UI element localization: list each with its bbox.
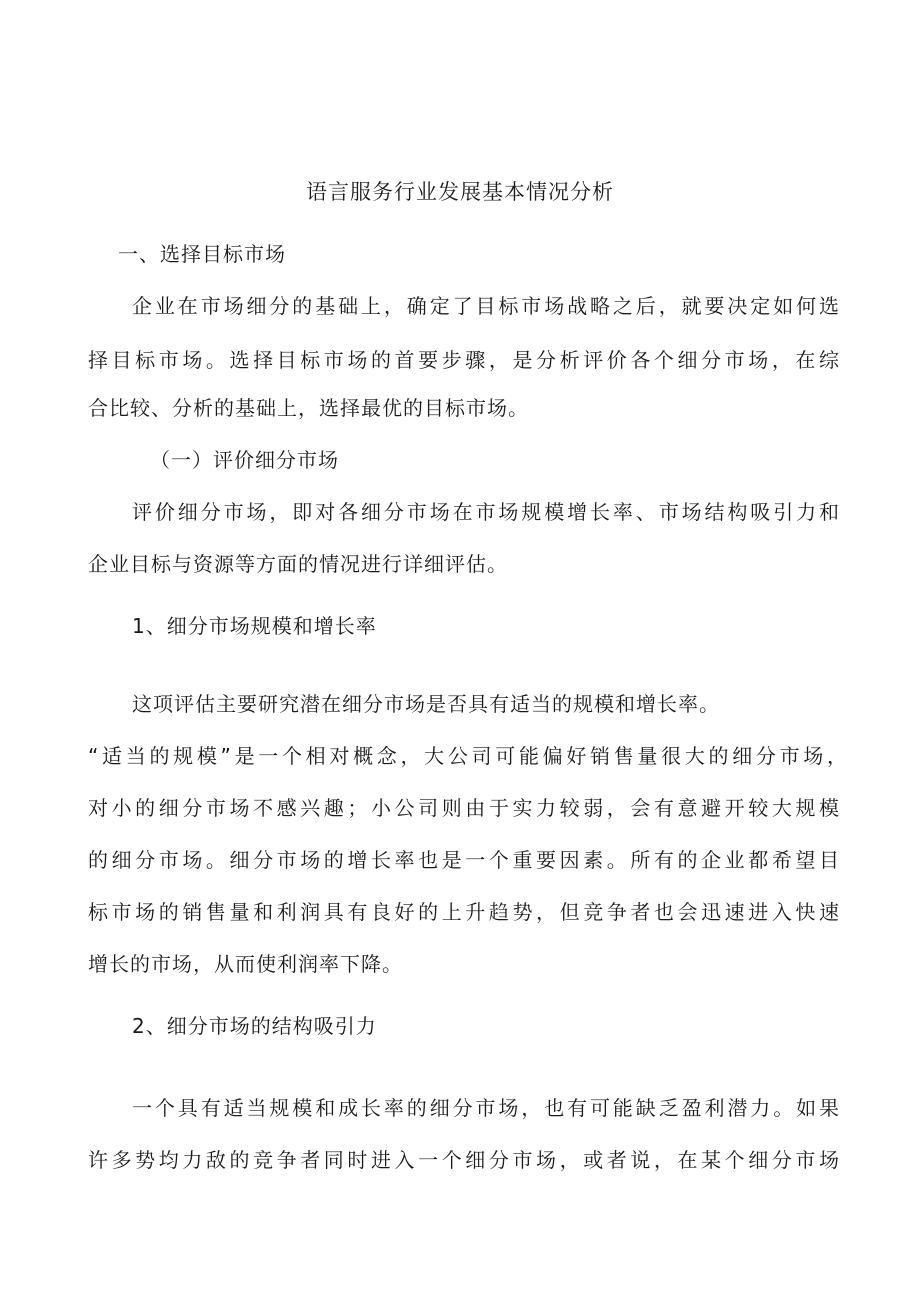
- paragraph-line: 企业目标与资源等方面的情况进行详细评估。: [88, 552, 508, 576]
- paragraph-line: 标市场的销售量和利润具有良好的上升趋势，但竞争者也会迅速进入快速: [88, 900, 840, 924]
- paragraph-line: 的细分市场。细分市场的增长率也是一个重要因素。所有的企业都希望目: [88, 848, 840, 872]
- item-heading-size-growth: 1、细分市场规模和增长率: [132, 614, 377, 638]
- paragraph-line: 对小的细分市场不感兴趣；小公司则由于实力较弱，会有意避开较大规模: [88, 796, 840, 820]
- paragraph-line: 增长的市场，从而使利润率下降。: [88, 952, 403, 976]
- item-heading-structural-attractiveness: 2、细分市场的结构吸引力: [132, 1014, 377, 1038]
- section-heading-select-target-market: 一、选择目标市场: [118, 242, 286, 266]
- paragraph-line: 这项评估主要研究潜在细分市场是否具有适当的规模和增长率。: [132, 692, 720, 716]
- paragraph-line: 一个具有适当规模和成长率的细分市场，也有可能缺乏盈利潜力。如果: [132, 1096, 840, 1120]
- paragraph-line: “适当的规模”是一个相对概念，大公司可能偏好销售量很大的细分市场，: [88, 744, 848, 768]
- subsection-heading-evaluate-segments: （一）评价细分市场: [150, 448, 339, 472]
- paragraph-line: 企业在市场细分的基础上，确定了目标市场战略之后，就要决定如何选: [132, 294, 840, 318]
- paragraph-line: 择目标市场。选择目标市场的首要步骤，是分析评价各个细分市场，在综: [88, 348, 840, 372]
- paragraph-line: 许多势均力敌的竞争者同时进入一个细分市场，或者说，在某个细分市场: [88, 1148, 840, 1172]
- document-title: 语言服务行业发展基本情况分析: [306, 180, 614, 204]
- paragraph-line: 合比较、分析的基础上，选择最优的目标市场。: [88, 396, 529, 420]
- paragraph-line: 评价细分市场，即对各细分市场在市场规模增长率、市场结构吸引力和: [132, 500, 840, 524]
